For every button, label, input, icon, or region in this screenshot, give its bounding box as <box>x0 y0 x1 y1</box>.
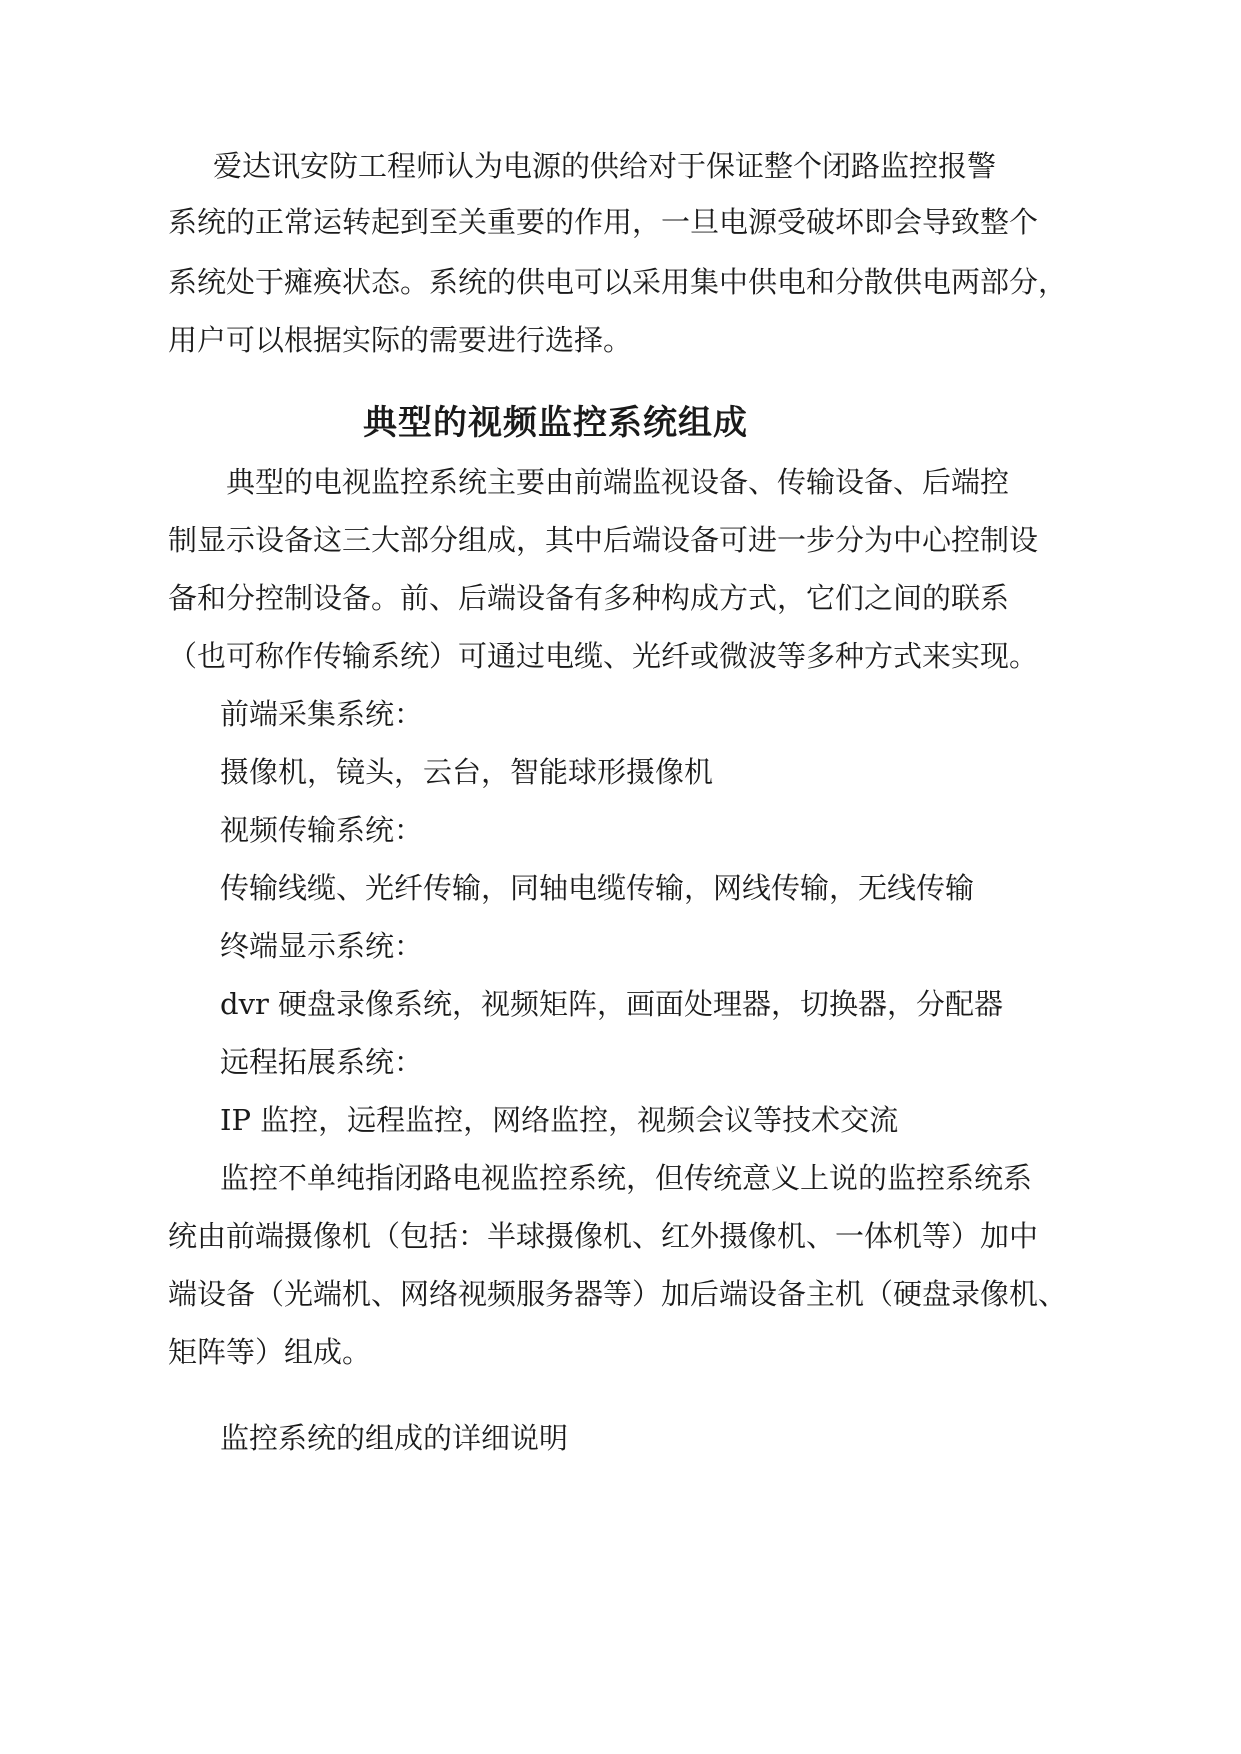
item-frontend-detail: 摄像机，镜头，云台，智能球形摄像机 <box>220 755 714 789</box>
item-remote-heading: 远程拓展系统： <box>220 1045 424 1079</box>
closing-line: 监控系统的组成的详细说明 <box>220 1421 569 1455</box>
section-title: 典型的视频监控系统组成 <box>363 403 748 443</box>
item-remote-detail: IP 监控，远程监控，网络监控，视频会议等技术交流 <box>220 1103 899 1137</box>
paragraph-2-line-2: 制显示设备这三大部分组成，其中后端设备可进一步分为中心控制设 <box>168 523 1039 557</box>
paragraph-1-line-2: 系统的正常运转起到至关重要的作用，一旦电源受破坏即会导致整个 <box>168 205 1039 239</box>
paragraph-3-line-1: 监控不单纯指闭路电视监控系统，但传统意义上说的监控系统系 <box>220 1161 1033 1195</box>
item-display-detail: dvr 硬盘录像系统，视频矩阵，画面处理器，切换器，分配器 <box>220 987 1004 1021</box>
paragraph-1-line-1: 爱达讯安防工程师认为电源的供给对于保证整个闭路监控报警 <box>213 149 997 183</box>
paragraph-3-line-3: 端设备（光端机、网络视频服务器等）加后端设备主机（硬盘录像机、 <box>168 1277 1068 1311</box>
paragraph-1-line-4: 用户可以根据实际的需要进行选择。 <box>168 323 633 357</box>
paragraph-2-line-1: 典型的电视监控系统主要由前端监视设备、传输设备、后端控 <box>226 465 1010 499</box>
paragraph-3-line-4: 矩阵等）组成。 <box>168 1335 372 1369</box>
paragraph-1-line-3: 系统处于瘫痪状态。系统的供电可以采用集中供电和分散供电两部分， <box>168 265 1068 299</box>
item-transmission-heading: 视频传输系统： <box>220 813 424 847</box>
item-transmission-detail: 传输线缆、光纤传输，同轴电缆传输，网线传输，无线传输 <box>220 871 975 905</box>
item-frontend-heading: 前端采集系统： <box>220 697 424 731</box>
paragraph-3-line-2: 统由前端摄像机（包括：半球摄像机、红外摄像机、一体机等）加中 <box>168 1219 1039 1253</box>
item-display-heading: 终端显示系统： <box>220 929 424 963</box>
paragraph-2-line-3: 备和分控制设备。前、后端设备有多种构成方式，它们之间的联系 <box>168 581 1010 615</box>
paragraph-2-line-4: （也可称作传输系统）可通过电缆、光纤或微波等多种方式来实现。 <box>168 639 1039 673</box>
